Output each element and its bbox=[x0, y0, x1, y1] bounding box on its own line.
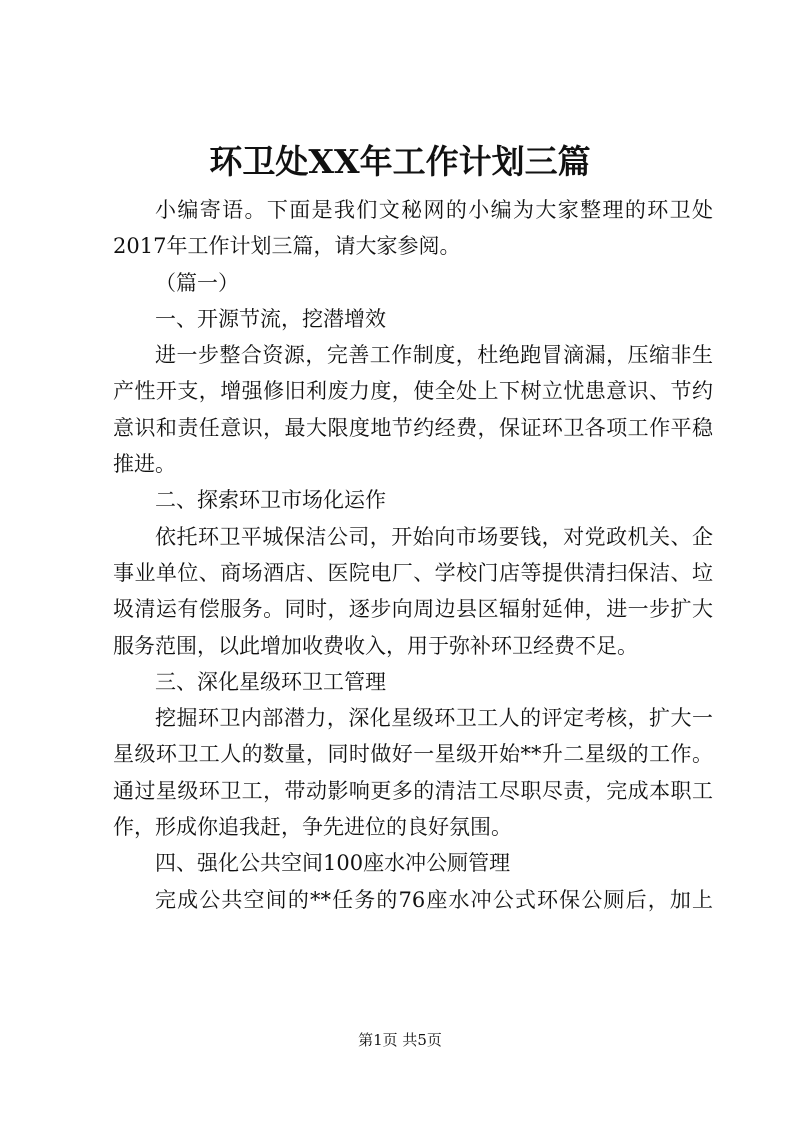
text-line: 推进。 bbox=[113, 452, 176, 477]
text-line: 意识和责任意识，最大限度地节约经费，保证环卫各项工作平稳 bbox=[113, 415, 713, 440]
text-line: 服务范围，以此增加收费收入，用于弥补环卫经费不足。 bbox=[113, 633, 638, 658]
text-line: 进一步整合资源，完善工作制度，杜绝跑冒滴漏，压缩非生 bbox=[155, 343, 713, 368]
section-heading: 二、探索环卫市场化运作 bbox=[155, 488, 386, 513]
text-line: 挖掘环卫内部潜力，深化星级环卫工人的评定考核，扩大一 bbox=[155, 706, 713, 731]
section-heading: 一、开源节流，挖潜增效 bbox=[155, 306, 386, 331]
text-line: 事业单位、商场酒店、医院电厂、学校门店等提供清扫保洁、垃 bbox=[113, 560, 713, 585]
text-line: 星级环卫工人的数量，同时做好一星级开始**升二星级的工作。 bbox=[113, 742, 713, 767]
document-title: 环卫处XX年工作计划三篇 bbox=[209, 142, 591, 181]
section-label: （篇一） bbox=[155, 270, 239, 295]
text-line: 完成公共空间的**任务的76座水冲公式环保公厕后，加上 bbox=[155, 887, 713, 912]
text-line: 小编寄语。下面是我们文秘网的小编为大家整理的环卫处 bbox=[155, 198, 713, 222]
text-line: 产性开支，增强修旧利废力度，使全处上下树立忧患意识、节约 bbox=[113, 379, 713, 404]
section-heading: 四、强化公共空间100座水冲公厕管理 bbox=[155, 851, 511, 876]
page-footer: 第1页 共5页 bbox=[358, 1031, 442, 1049]
text-line: 通过星级环卫工，带动影响更多的清洁工尽职尽责，完成本职工 bbox=[113, 778, 713, 803]
text-line: 圾清运有偿服务。同时，逐步向周边县区辐射延伸，进一步扩大 bbox=[113, 597, 713, 622]
section-heading: 三、深化星级环卫工管理 bbox=[155, 669, 386, 694]
document-body bbox=[113, 192, 713, 918]
text-line: 作，形成你追我赶，争先进位的良好氛围。 bbox=[113, 815, 512, 840]
text-line: 依托环卫平城保洁公司，开始向市场要钱，对党政机关、企 bbox=[155, 524, 713, 549]
text-line: 2017年工作计划三篇，请大家参阅。 bbox=[113, 234, 461, 259]
